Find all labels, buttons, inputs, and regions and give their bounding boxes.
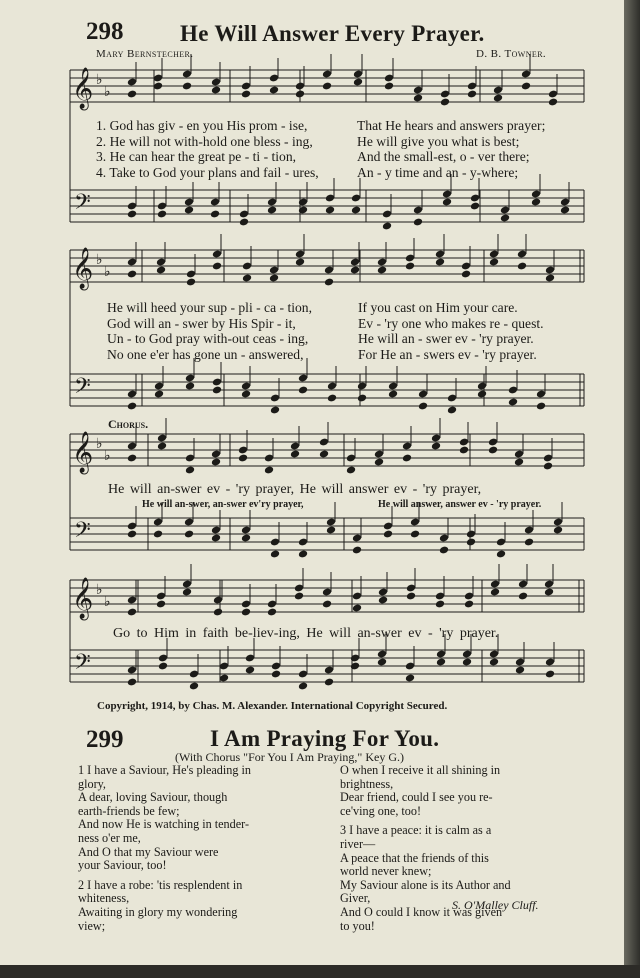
verse-block-2-right: If you cast on Him your care. Ev - 'ry one who makes re - quest. He will an - swer ev - 'ry prayer. For He an - swers ev - 'ry prayer. xyxy=(358,300,544,362)
note-head xyxy=(156,600,166,609)
note-head xyxy=(212,386,222,395)
note-head xyxy=(242,274,252,283)
note-head xyxy=(127,210,137,219)
svg-text:𝄢: 𝄢 xyxy=(74,374,91,403)
note-head xyxy=(298,386,308,395)
note-head xyxy=(326,526,336,535)
note-head xyxy=(186,278,196,287)
hymn-title-299: I Am Praying For You. xyxy=(210,726,440,751)
note-head xyxy=(545,274,555,283)
treble-notes xyxy=(127,234,555,286)
note-head xyxy=(267,608,277,617)
note-head xyxy=(418,402,428,411)
note-head xyxy=(402,454,412,463)
note-head xyxy=(127,678,137,687)
treble-notes xyxy=(127,564,554,616)
note-head xyxy=(466,538,476,547)
note-head xyxy=(239,218,249,227)
note-head xyxy=(298,682,308,691)
page-bottom-edge xyxy=(0,965,640,978)
note-head xyxy=(271,670,281,679)
note-head xyxy=(536,402,546,411)
note-head xyxy=(294,592,304,601)
note-head xyxy=(357,394,367,403)
note-head xyxy=(157,210,167,219)
note-head xyxy=(298,550,308,559)
note-head xyxy=(269,274,279,283)
svg-text:♭: ♭ xyxy=(104,595,111,610)
note-head xyxy=(431,442,441,451)
note-head xyxy=(439,546,449,555)
note-head xyxy=(405,674,415,683)
note-head xyxy=(353,78,363,87)
note-head xyxy=(413,94,423,103)
note-head xyxy=(442,198,452,207)
poem-left-column: 1 I have a Saviour, He's pleading in glory, A dear, loving Saviour, though earth-friends be few; And now He is watching in tender- ness o'er me, And O that my Saviour were your Saviour, too! 2 I have a robe: 'tis resplendent in whiteness, Awaiting in glory my wondering view; xyxy=(78,763,251,933)
note-head xyxy=(245,666,255,675)
note-head xyxy=(518,592,528,601)
chorus-lyric-1: He will an-swer ev - 'ry prayer, He will answer ev - 'ry prayer, xyxy=(108,482,482,497)
note-head xyxy=(153,530,163,539)
note-head xyxy=(350,662,360,671)
note-head xyxy=(324,678,334,687)
note-head xyxy=(189,682,199,691)
hymn-title: He Will Answer Every Prayer. xyxy=(180,21,485,46)
note-head xyxy=(496,550,506,559)
note-head xyxy=(212,262,222,271)
verse-block-1: 1. God has giv - en you His prom - ise, 2. He will not with-hold one bless - ing, 3. He can hear the great pe - ti - tion, 4. Take to God your plans and fail - ures, xyxy=(96,118,319,180)
note-head xyxy=(462,658,472,667)
note-head xyxy=(447,406,457,415)
note-head xyxy=(158,662,168,671)
note-head xyxy=(324,278,334,287)
note-head xyxy=(295,90,305,99)
note-head xyxy=(384,82,394,91)
note-head xyxy=(464,600,474,609)
svg-text:𝄢: 𝄢 xyxy=(74,518,91,547)
note-head xyxy=(295,258,305,267)
note-head xyxy=(461,270,471,279)
note-head xyxy=(515,666,525,675)
note-head xyxy=(270,406,280,415)
note-head xyxy=(211,534,221,543)
note-head xyxy=(377,266,387,275)
note-head xyxy=(156,266,166,275)
copyright-notice: Copyright, 1914, by Chas. M. Alexander. International Copyright Secured. xyxy=(97,700,448,712)
note-head xyxy=(182,588,192,597)
note-head xyxy=(211,458,221,467)
note-head xyxy=(346,466,356,475)
note-head xyxy=(127,402,137,411)
note-head xyxy=(298,206,308,215)
note-head xyxy=(241,390,251,399)
note-head xyxy=(127,90,137,99)
note-head xyxy=(488,446,498,455)
svg-text:♭: ♭ xyxy=(96,583,103,598)
note-head xyxy=(508,398,518,407)
svg-text:♭: ♭ xyxy=(96,73,103,88)
note-head xyxy=(544,588,554,597)
note-head xyxy=(157,442,167,451)
note-head xyxy=(406,592,416,601)
note-head xyxy=(322,600,332,609)
note-head xyxy=(352,546,362,555)
svg-text:♭: ♭ xyxy=(104,449,111,464)
note-head xyxy=(382,222,392,231)
note-head xyxy=(410,530,420,539)
note-head xyxy=(267,206,277,215)
note-head xyxy=(211,86,221,95)
note-head xyxy=(264,466,274,475)
note-head xyxy=(322,82,332,91)
note-head xyxy=(383,530,393,539)
note-head xyxy=(388,390,398,399)
note-head xyxy=(436,658,446,667)
note-head xyxy=(459,446,469,455)
note-head xyxy=(327,394,337,403)
note-head xyxy=(517,262,527,271)
note-head xyxy=(467,90,477,99)
book-spine xyxy=(624,0,640,978)
chorus-bass-echo-left: He will an-swer, an-swer ev'ry prayer, xyxy=(142,499,304,510)
note-head xyxy=(290,450,300,459)
chorus-bass-echo-right: He will answer, answer ev - 'ry prayer. xyxy=(378,499,542,510)
note-head xyxy=(127,608,137,617)
note-head xyxy=(521,82,531,91)
note-head xyxy=(470,202,480,211)
note-head xyxy=(127,270,137,279)
note-head xyxy=(319,450,329,459)
note-head xyxy=(493,94,503,103)
hymn-subtitle-299: (With Chorus "For You I Am Praying," Key G.) xyxy=(175,750,404,764)
poem-author: S. O'Malley Cluff. xyxy=(452,898,539,912)
note-head xyxy=(560,206,570,215)
note-head xyxy=(210,210,220,219)
hymn-number-299: 299 xyxy=(86,726,124,753)
note-head xyxy=(489,258,499,267)
svg-text:♭: ♭ xyxy=(96,437,103,452)
verse-block-2: He will heed your sup - pli - ca - tion, God will an - swer by His Spir - it, Un - to God pray with-out ceas - ing, No one e'er has gone un - answered, xyxy=(107,300,312,362)
note-head xyxy=(548,98,558,107)
svg-text:♭: ♭ xyxy=(104,85,111,100)
note-head xyxy=(352,604,362,613)
note-head xyxy=(490,588,500,597)
chorus-lyric-2: Go to Him in faith be-liev-ing, He will an-swer ev - 'ry prayer. xyxy=(113,626,499,641)
note-head xyxy=(378,596,388,605)
poem-right-column: O when I receive it all shining in brightness, Dear friend, could I see you re- ce'ving one, too! 3 I have a peace: it is calm as a river— A peace that the friends of this world never knew; My Saviour alone is its Author and Giver, And O could I know it was given to you! xyxy=(340,763,511,933)
verse-block-1-right: That He hears and answers prayer; He will give you what is best; And the small-est, o - ver there; An - y time and an - y-where; xyxy=(357,118,546,180)
note-head xyxy=(241,90,251,99)
note-head xyxy=(477,390,487,399)
note-head xyxy=(405,262,415,271)
note-head xyxy=(184,530,194,539)
note-head xyxy=(241,534,251,543)
note-head xyxy=(514,458,524,467)
note-head xyxy=(435,258,445,267)
hymn-number: 298 xyxy=(86,18,124,45)
note-head xyxy=(182,82,192,91)
svg-text:𝄞: 𝄞 xyxy=(72,578,94,618)
note-head xyxy=(325,206,335,215)
note-head xyxy=(435,600,445,609)
note-head xyxy=(127,530,137,539)
note-head xyxy=(185,466,195,475)
chorus-label: Chorus. xyxy=(108,417,149,431)
svg-text:𝄢: 𝄢 xyxy=(74,650,91,679)
note-head xyxy=(374,458,384,467)
svg-text:𝄞: 𝄞 xyxy=(72,248,94,288)
note-head xyxy=(553,526,563,535)
svg-text:𝄞: 𝄞 xyxy=(72,432,94,472)
note-head xyxy=(270,550,280,559)
note-head xyxy=(238,454,248,463)
note-head xyxy=(213,608,223,617)
note-head xyxy=(413,218,423,227)
note-head xyxy=(545,670,555,679)
note-head xyxy=(440,98,450,107)
note-head xyxy=(351,206,361,215)
composer-credit: D. B. Towner. xyxy=(476,48,547,60)
note-head xyxy=(241,608,251,617)
note-head xyxy=(524,538,534,547)
treble-clef-icon: 𝄞 xyxy=(72,68,94,109)
svg-text:♭: ♭ xyxy=(104,265,111,280)
note-head xyxy=(543,462,553,471)
note-head xyxy=(531,198,541,207)
note-head xyxy=(377,658,387,667)
note-head xyxy=(185,382,195,391)
svg-text:♭: ♭ xyxy=(96,253,103,268)
note-head xyxy=(269,86,279,95)
note-head xyxy=(350,266,360,275)
note-head xyxy=(500,214,510,223)
note-head xyxy=(127,454,137,463)
note-head xyxy=(489,658,499,667)
note-head xyxy=(184,206,194,215)
lyricist-credit: Mary Bernstecher. xyxy=(96,48,194,60)
note-head xyxy=(154,390,164,399)
bass-clef-icon: 𝄢 xyxy=(74,190,91,219)
treble-notes xyxy=(127,54,558,106)
